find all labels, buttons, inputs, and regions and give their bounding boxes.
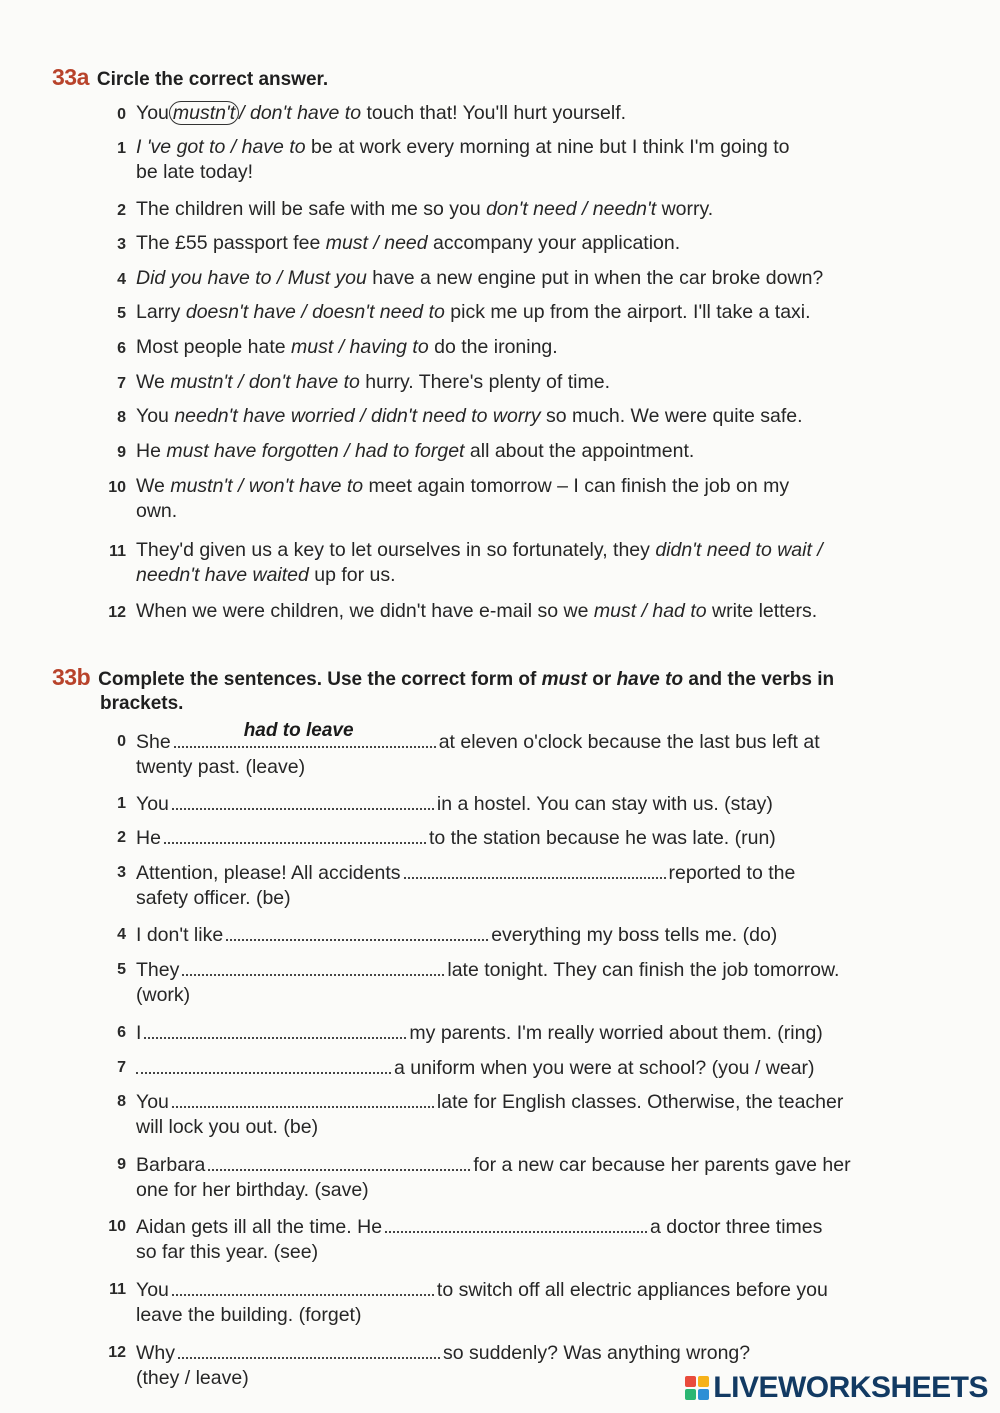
answer-blank[interactable] [182, 956, 444, 976]
logo-square [698, 1376, 709, 1387]
choice-option[interactable]: mustn't / won't have to [170, 475, 364, 497]
choice-option[interactable]: Did you have to / Must you [136, 267, 367, 289]
exercise-b-item: 9 Barbara for a new car because her parents gave her one for her birthday. (save) [100, 1151, 890, 1203]
exercise-a-item: 4 Did you have to / Must you have a new engine put in when the car broke down? [117, 267, 824, 289]
exercise-b-item: 0 She had to leave at eleven o'clock because the last bus left at twenty past. (leave) [117, 720, 820, 778]
section-number: 33b [52, 664, 91, 690]
exercise-b-item: 3 Attention, please! All accidents reported to the safety officer. (be) [100, 859, 890, 911]
liveworksheets-logo-icon [685, 1376, 709, 1400]
circled-answer: mustn't [169, 101, 239, 125]
choice-option[interactable]: needn't have worried / didn't need to worry [174, 405, 541, 427]
answer-blank[interactable] [172, 1276, 434, 1296]
exercise-b-item: 2 He to the station because he was late. (run) [100, 824, 890, 851]
example-answer: had to leave [243, 720, 354, 741]
choice-option[interactable]: must / having to [291, 336, 429, 358]
section-33a-heading [52, 64, 328, 91]
exercise-a-item: 3 The £55 passport fee must / need accompany your application. [117, 232, 681, 254]
choice-option[interactable]: don't need / needn't [486, 198, 657, 220]
exercise-a-item: 5 Larry doesn't have / doesn't need to pick me up from the airport. I'll take a taxi. [117, 301, 811, 323]
section-title: Circle the correct answer. [96, 69, 329, 90]
choice-option[interactable]: must / need [325, 232, 428, 254]
choice-option[interactable]: doesn't have / doesn't need to [185, 301, 445, 323]
exercise-a-item: 6 Most people hate must / having to do the ironing. [117, 336, 558, 358]
exercise-b-item: 7 a uniform when you were at school? (you / wear) [100, 1054, 890, 1081]
answer-blank[interactable] [164, 824, 426, 844]
section-number: 33a [52, 64, 89, 90]
answer-blank[interactable] [226, 921, 488, 941]
answer-blank[interactable] [136, 1054, 391, 1074]
exercise-a-item: 12 When we were children, we didn't have e-mail so we must / had to write letters. [108, 600, 818, 622]
choice-option[interactable]: I 've got to / have to [136, 136, 306, 158]
exercise-b-item: 6 I my parents. I'm really worried about them. (ring) [100, 1019, 890, 1046]
section-33b-heading: 33b Complete the sentences. Use the correct form of must or have to and the verbs in brackets. [52, 664, 835, 714]
choice-option[interactable]: must / had to [593, 600, 707, 622]
exercise-b-item: 10 Aidan gets ill all the time. He a doctor three times so far this year. (see) [100, 1213, 890, 1265]
choice-option[interactable]: mustn't / don't have to [170, 371, 360, 393]
choice-option[interactable]: didn't need to wait / [655, 539, 823, 561]
exercise-a-item: 9 He must have forgotten / had to forget all about the appointment. [117, 440, 695, 462]
exercise-b-item: 1 You in a hostel. You can stay with us. (stay) [100, 790, 890, 817]
liveworksheets-logo [685, 1371, 988, 1405]
answer-blank[interactable] [144, 1019, 406, 1039]
answer-blank[interactable] [172, 1088, 434, 1108]
answer-blank[interactable] [172, 790, 434, 810]
exercise-a-item: 8 You needn't have worried / didn't need to worry so much. We were quite safe. [117, 405, 803, 427]
exercise-b-item: 12 Why so suddenly? Was anything wrong? (they / leave) [100, 1339, 890, 1391]
answer-blank[interactable] [178, 1339, 440, 1359]
answer-blank[interactable] [385, 1213, 647, 1233]
brand-name: LIVEWORKSHEETS [713, 1371, 988, 1404]
answer-blank[interactable] [174, 720, 436, 748]
exercise-a-item: 11 They'd given us a key to let ourselves in so fortunately, they didn't need to wait / needn't have waited up for us. [109, 539, 823, 586]
exercise-a-item: 2 The children will be safe with me so you don't need / needn't worry. [117, 198, 714, 220]
exercise-b-item: 5 They late tonight. They can finish the job tomorrow. (work) [100, 956, 890, 1008]
exercise-b-item: 8 You late for English classes. Otherwise, the teacher will lock you out. (be) [100, 1088, 890, 1140]
answer-blank[interactable] [208, 1151, 470, 1171]
choice-option[interactable]: needn't have waited [136, 564, 309, 586]
exercise-b-item: 4 I don't like everything my boss tells me. (do) [100, 921, 890, 948]
logo-square [698, 1389, 709, 1400]
exercise-a-item: 0 You mustn't / don't have to touch that! You'll hurt yourself. [117, 102, 627, 124]
exercise-a-item: 10 We mustn't / won't have to meet again tomorrow – I can finish the job on my own. [108, 475, 790, 522]
exercise-b-item: 11 You to switch off all electric appliances before you leave the building. (forget) [100, 1276, 890, 1328]
exercise-a-item: 7 We mustn't / don't have to hurry. There's plenty of time. [117, 371, 610, 393]
exercise-a-item: 1 I 've got to / have to be at work every morning at nine but I think I'm going to be late today! [117, 136, 790, 183]
answer-blank[interactable] [404, 859, 666, 879]
logo-square [685, 1376, 696, 1387]
logo-square [685, 1389, 696, 1400]
choice-option[interactable]: must have forgotten / had to forget [166, 440, 465, 462]
